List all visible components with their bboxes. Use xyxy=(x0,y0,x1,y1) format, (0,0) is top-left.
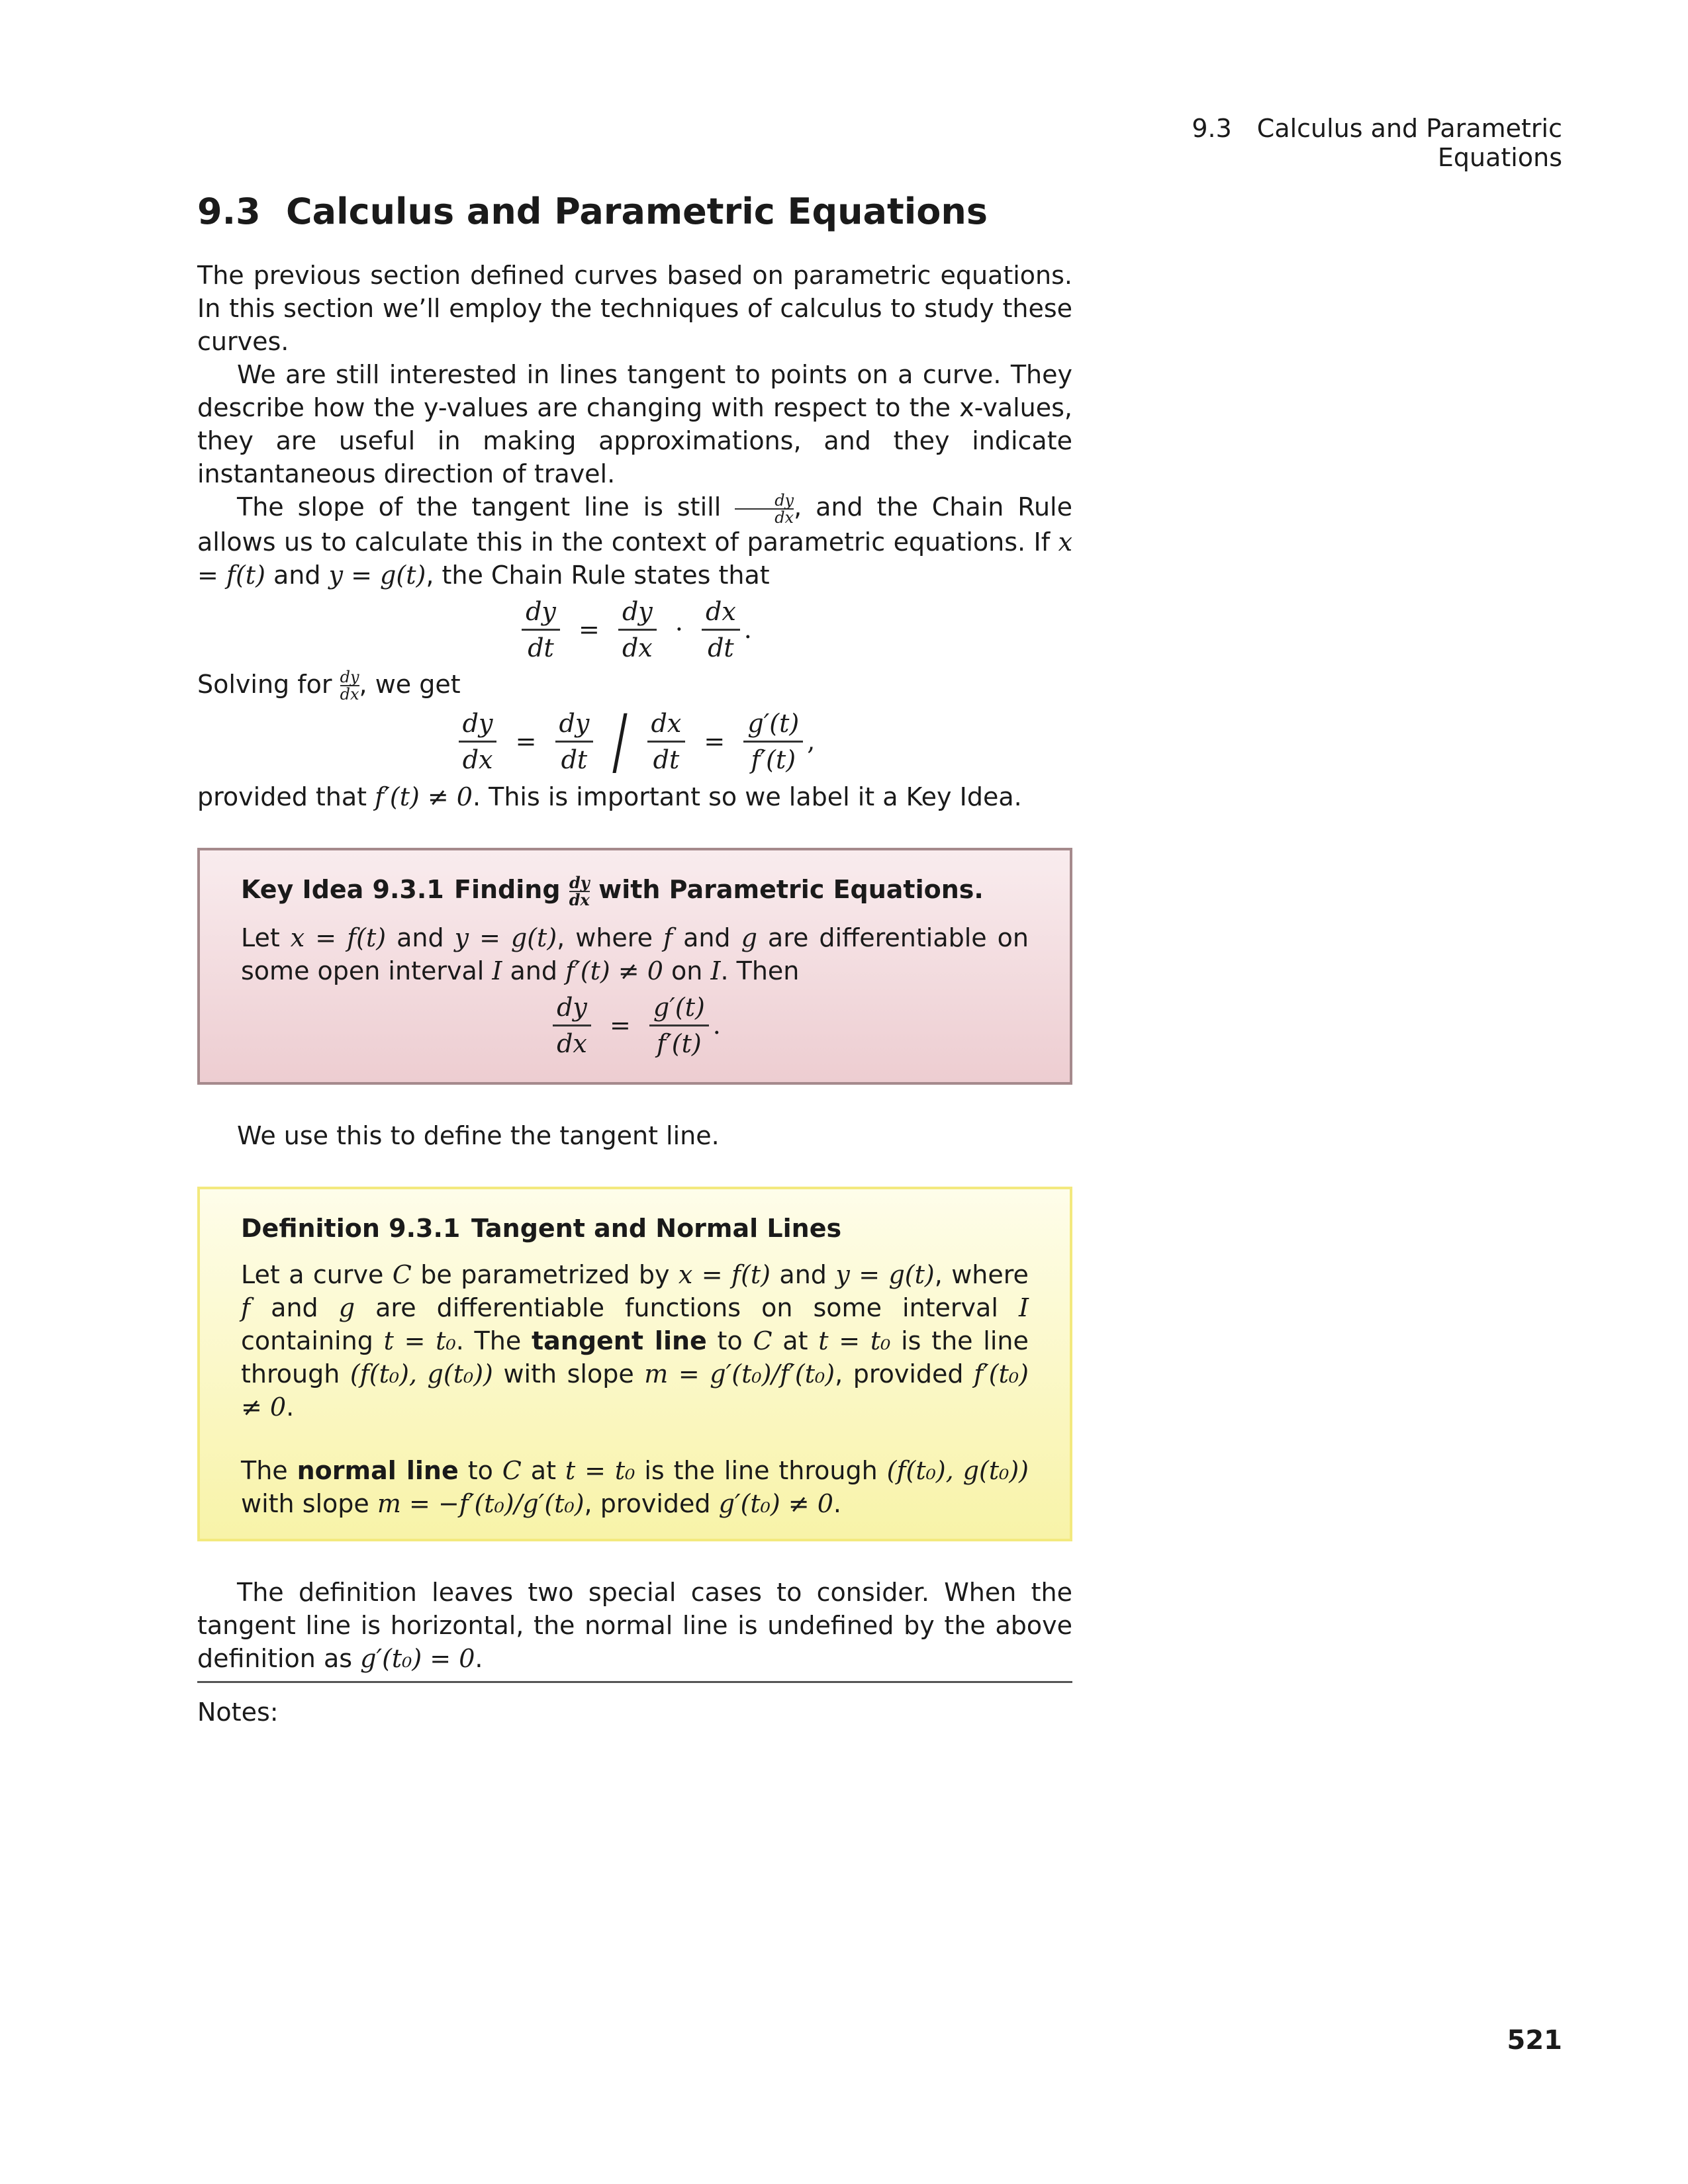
paragraph-provided: provided that f′(t) ≠ 0. This is important so we label it a Key Idea. xyxy=(197,782,1022,811)
key-idea-label: Key Idea 9.3.1 xyxy=(241,875,444,904)
running-header-number: 9.3 xyxy=(1192,114,1232,143)
notes-label: Notes: xyxy=(197,1698,279,1727)
notes-divider xyxy=(197,1681,1072,1683)
paragraph-intro: The previous section defined curves based on parametric equations. In this section we’ll employ the techniques of calculus to study these curves. xyxy=(197,261,1072,356)
section-number: 9.3 xyxy=(197,191,261,232)
section-heading xyxy=(197,189,1072,235)
key-idea-header xyxy=(241,873,1029,908)
inline-fraction-dydx: $\frac{dy}{dx}$ xyxy=(735,492,794,525)
definition-box xyxy=(197,1187,1072,1541)
inline-fraction-dydx: $\frac{dy}{dx}$ xyxy=(340,668,359,704)
definition-label: Definition 9.3.1 xyxy=(241,1213,461,1243)
definition-title: Tangent and Normal Lines xyxy=(471,1213,842,1243)
section-title: Calculus and Parametric Equations xyxy=(286,191,988,232)
definition-normal-text: The normal line to C at t = t₀ is the line through (f(t₀), g(t₀)) with slope m = −f′(t₀)/g′(t₀), provided g′(t₀) ≠ 0. xyxy=(241,1455,1029,1518)
definition-tangent-text: Let a curve C be parametrized by x = f(t) and y = g(t), where f and g are differentiable functions on some interval I containing t = t₀. The tangent line to C at t = t₀ is the line through (f(t₀), g(t₀)) with slope m = g′(t₀)/f′(t₀), provided f′(t₀) ≠ 0. xyxy=(241,1259,1029,1422)
paragraph-slope: The slope of the tangent line is still $\frac{dy}{dx}$ , and the Chain Rule allows us to calculate this in the context of parametric equations. If x = f(t) and y = g(t), the Chain Rule states that xyxy=(197,490,1072,590)
inline-fraction-dydx: $\frac{dy}{dx}$ xyxy=(569,872,590,909)
definition-header xyxy=(241,1212,1029,1245)
running-header xyxy=(1125,114,1562,172)
equation-dydx: $\frac{dy}{dx}$ = $\frac{dy}{dt}$ / $\frac{dx}{dt}$ = $\frac{g'(t)}{f'(t)}$ , xyxy=(197,705,1072,778)
page-number: 521 xyxy=(1507,2025,1562,2056)
paragraph-special-cases: The definition leaves two special cases to consider. When the tangent line is horizontal, the normal line is undefined by the above definition as g′(t₀) = 0. xyxy=(197,1577,1072,1673)
running-header-title: Calculus and Parametric Equations xyxy=(1256,114,1562,172)
equation-chain-rule: $\frac{dy}{dt}$ = $\frac{dy}{dx}$ · $\frac{dx}{dt}$ . xyxy=(197,594,1072,665)
key-idea-title: Finding $\frac{dy}{dx}$ with Parametric Equations. xyxy=(454,872,984,909)
paragraph-tangent-lines: We are still interested in lines tangent to points on a curve. They describe how the y-values are changing with respect to the x-values, they are useful in making approximations, and they indicate instantaneous direction of travel. xyxy=(197,360,1072,488)
key-idea-text: Let x = f(t) and y = g(t), where f and g are differentiable on some open interval I and f′(t) ≠ 0 on I. Then xyxy=(241,923,1029,985)
page-content xyxy=(197,189,1072,1675)
paragraph-solving: Solving for $\frac{dy}{dx}$ , we get xyxy=(197,668,461,704)
paragraph-use: We use this to define the tangent line. xyxy=(237,1120,720,1150)
key-idea-box xyxy=(197,848,1072,1085)
key-idea-equation: $\frac{dy}{dx}$ = $\frac{g'(t)}{f'(t)}$ . xyxy=(241,990,1029,1061)
